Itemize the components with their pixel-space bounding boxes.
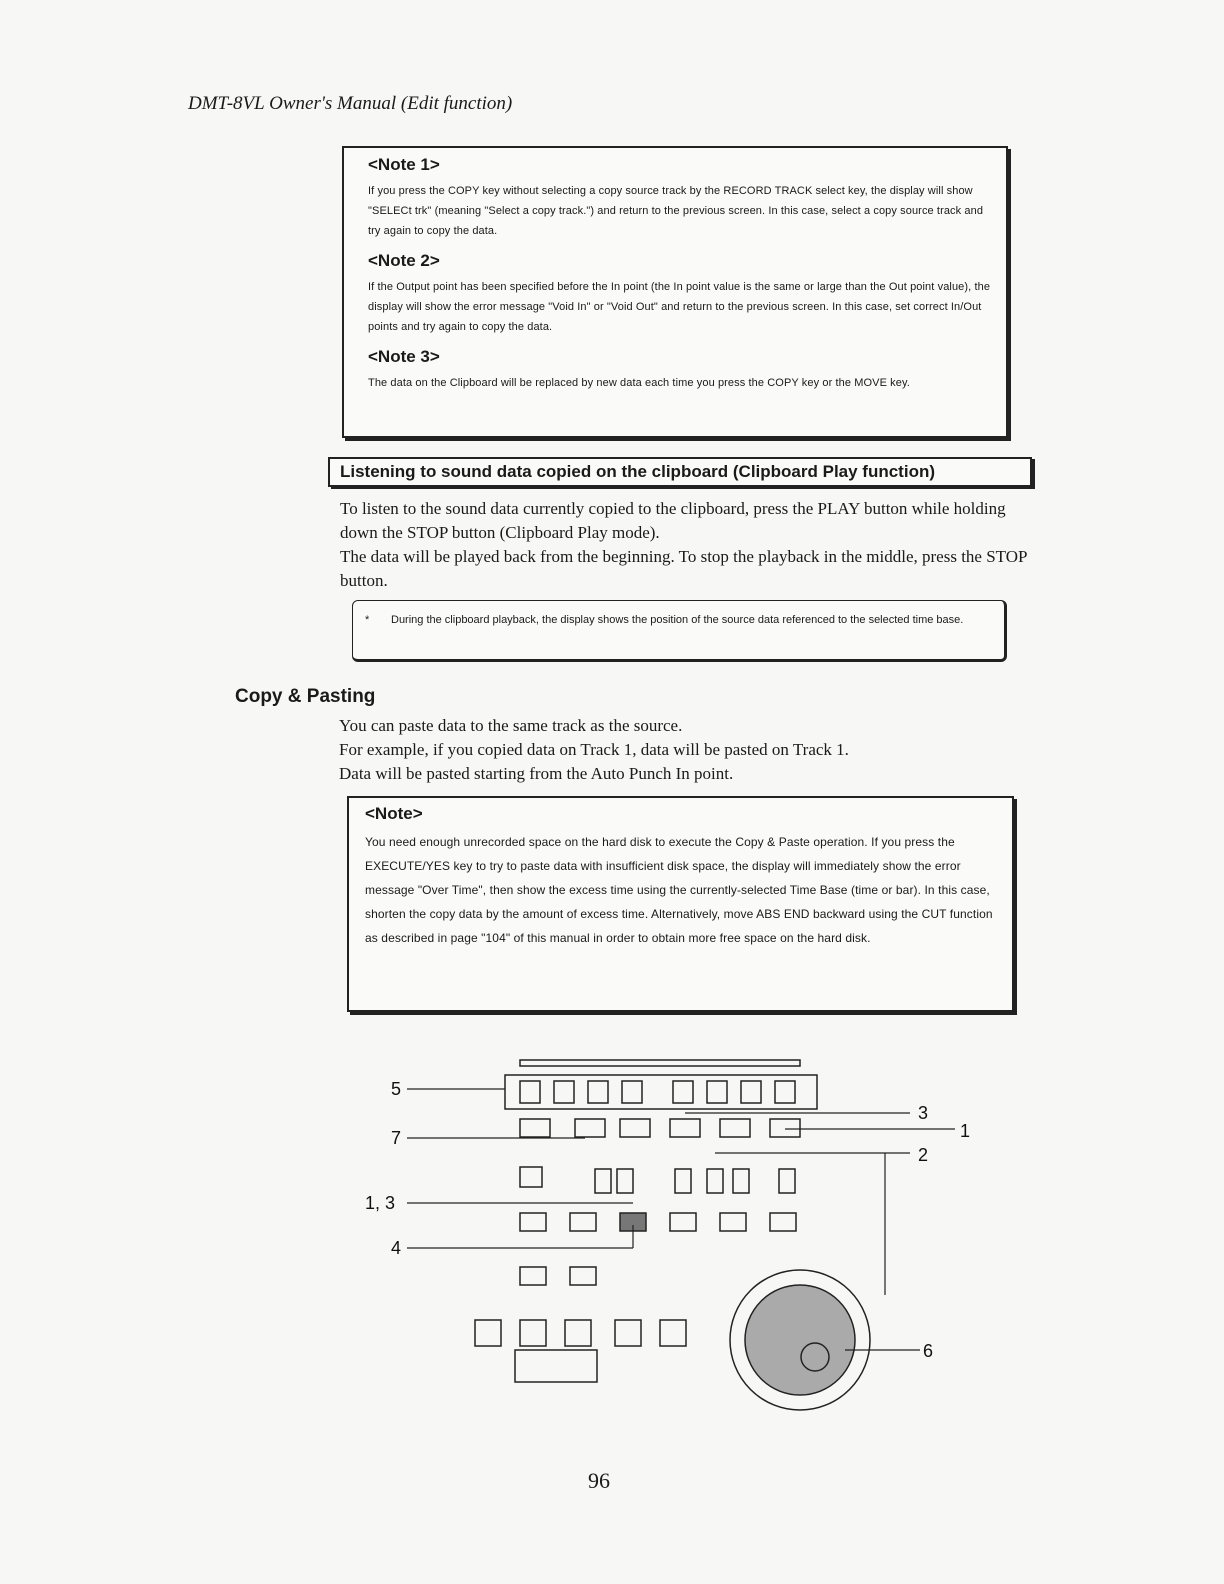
page-number: 96 bbox=[588, 1468, 610, 1493]
locate-key-row bbox=[520, 1167, 795, 1193]
section-heading-clipboard-play: Listening to sound data copied on the clipboard (Clipboard Play function) bbox=[328, 457, 1032, 487]
note-text: You need enough unrecorded space on the hard disk to execute the Copy & Paste operation. If you press the EXECUTE/YES key to try to paste data with insufficient disk space, the display will immediately show the error message "Over Time", then show the excess time using the currently-selected Time Base (time or bar). In this case, shorten the copy data by the amount of excess time. Alternatively, move ABS END backward using the CUT function as described in page "104" of this manual in order to obtain more free space on the hard disk. bbox=[365, 835, 993, 945]
note-3 bbox=[368, 347, 992, 393]
bullet: * bbox=[365, 614, 370, 626]
tip-text: During the clipboard playback, the display shows the position of the source data referenced to the selected time base. bbox=[391, 614, 964, 626]
callout-label: 6 bbox=[923, 1341, 934, 1361]
paragraph: To listen to the sound data currently copied to the clipboard, press the PLAY button while holding down the STOP button (Clipboard Play mode). bbox=[340, 499, 1006, 542]
callout-lines bbox=[407, 1089, 955, 1350]
callout-label: 3 bbox=[918, 1103, 929, 1123]
note-heading: <Note 3> bbox=[368, 347, 440, 366]
note-heading: <Note> bbox=[365, 804, 423, 823]
notes-box bbox=[342, 146, 1008, 438]
note-1 bbox=[368, 155, 992, 241]
note-heading: <Note 1> bbox=[368, 155, 440, 174]
callout-label: 7 bbox=[391, 1128, 402, 1148]
record-track-keys bbox=[520, 1081, 795, 1103]
paragraph-line: You can paste data to the same track as the source. bbox=[339, 716, 683, 735]
callout-label: 4 bbox=[391, 1238, 402, 1258]
copy-pasting-heading: Copy & Pasting bbox=[235, 686, 376, 707]
auto-punch-key bbox=[520, 1267, 546, 1285]
record-track-row bbox=[505, 1075, 817, 1109]
running-header: DMT-8VL Owner's Manual (Edit function) bbox=[188, 93, 513, 114]
callout-label: 2 bbox=[918, 1145, 929, 1165]
transport-keys bbox=[475, 1320, 686, 1346]
paragraph-line: For example, if you copied data on Track 1, data will be pasted on Track 1. bbox=[339, 740, 849, 759]
transport-label-bracket bbox=[515, 1350, 597, 1382]
control-panel-diagram bbox=[355, 1055, 985, 1415]
note-text: The data on the Clipboard will be replaced by new data each time you press the COPY key or the MOVE key. bbox=[368, 377, 910, 389]
paragraph: The data will be played back from the beginning. To stop the playback in the middle, press the STOP button. bbox=[340, 547, 1027, 590]
copy-pasting-body bbox=[339, 714, 1019, 786]
note-text: If you press the COPY key without selecting a copy source track by the RECORD TRACK select key, the display will show "SELECt trk" (meaning "Select a copy track.") and return to the previous screen. In this case, select a copy source track and try again to copy the data. bbox=[368, 185, 984, 237]
callout-label: 1, 3 bbox=[365, 1193, 396, 1213]
note-2 bbox=[368, 251, 992, 337]
note-text: If the Output point has been specified before the In point (the In point value is the same or large than the Out point value), the display will show the error message "Void In" or "Void Out" and return to the previous screen. In this case, set correct In/Out points and try again to copy the data. bbox=[368, 281, 991, 333]
callout-label: 1 bbox=[960, 1121, 971, 1141]
jog-wheel bbox=[745, 1285, 855, 1395]
callout-label: 5 bbox=[391, 1079, 402, 1099]
copy-move-paste-row bbox=[520, 1213, 796, 1231]
note-heading: <Note 2> bbox=[368, 251, 440, 270]
tip-box bbox=[352, 600, 1007, 662]
track-select-bracket bbox=[520, 1060, 800, 1066]
edit-key-row bbox=[520, 1119, 800, 1137]
locate-key bbox=[570, 1267, 596, 1285]
clipboard-body bbox=[340, 497, 1040, 593]
paragraph-line: Data will be pasted starting from the Auto Punch In point. bbox=[339, 764, 734, 783]
note-box bbox=[347, 796, 1014, 1012]
